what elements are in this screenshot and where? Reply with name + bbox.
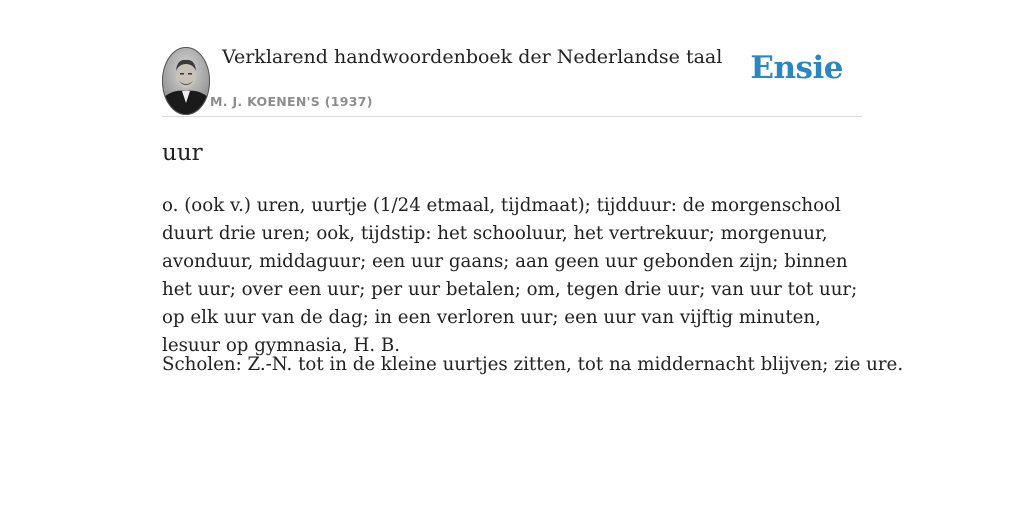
- dictionary-header: [162, 40, 862, 117]
- book-title: Verklarend handwoordenboek der Nederlandse taal: [222, 46, 723, 68]
- entry-headword: uur: [162, 140, 203, 166]
- entry-note: Scholen: Z.-N. tot in de kleine uurtjes zitten, tot na middernacht blijven; zie ure.: [162, 354, 904, 375]
- author-portrait-icon: [162, 47, 210, 115]
- entry-definition: o. (ook v.) uren, uurtje (1/24 etmaal, tijdmaat); tijdduur: de morgenschool duurt drie uren; ook, tijdstip: het schooluur, het vertrekuur; morgenuur, avonduur, middaguur; een uur gaans; aan geen uur gebonden zijn; binnen het uur; over een uur; per uur betalen; om, tegen drie uur; van uur tot uur; op elk uur van de dag; in een verloren uur; een uur van vijftig minuten, lesuur op gymnasia, H. B.: [162, 195, 858, 356]
- author-label: M. J. KOENEN'S (1937): [210, 94, 373, 109]
- brand-logo-link[interactable]: Ensie: [750, 50, 843, 86]
